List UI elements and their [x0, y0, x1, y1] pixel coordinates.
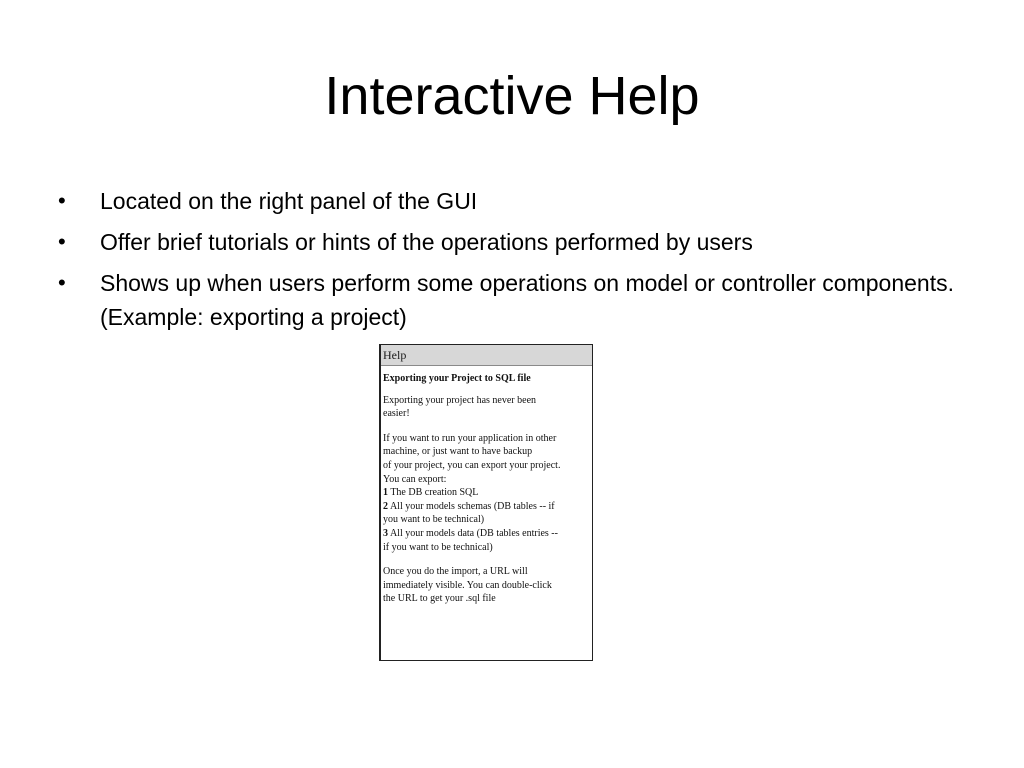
help-text-line: of your project, you can export your project.: [383, 459, 561, 471]
bullet-icon: •: [58, 188, 66, 213]
help-panel-screenshot: [379, 344, 593, 661]
bullet-icon: •: [58, 270, 66, 295]
help-text-line: machine, or just want to have backup: [383, 446, 533, 458]
help-item-text: All your models schemas (DB tables -- if: [389, 500, 555, 512]
help-panel-header: Help: [381, 345, 592, 366]
help-text-line: Exporting your project has never been: [383, 394, 537, 406]
help-item-number: 2: [383, 500, 388, 512]
help-text-line: Once you do the import, a URL will: [383, 566, 528, 578]
help-item-text: All your models data (DB tables entries --: [389, 527, 558, 539]
bullet-icon: •: [58, 229, 66, 254]
bullet-item: [58, 225, 958, 259]
help-list-item: [383, 486, 592, 500]
help-text-line: easier!: [383, 408, 410, 420]
help-text-line: the URL to get your .sql file: [383, 593, 496, 605]
help-list-item: [383, 527, 592, 541]
bullet-text: Offer brief tutorials or hints of the operations performed by users: [100, 229, 753, 255]
help-item-number: 3: [383, 527, 388, 539]
bullet-item: [58, 184, 958, 218]
help-text-line: You can export:: [383, 473, 447, 485]
help-heading: Exporting your Project to SQL file: [383, 373, 531, 384]
help-text-line: If you want to run your application in other: [383, 432, 557, 444]
help-item-number: 1: [383, 487, 388, 499]
slide-title: Interactive Help: [324, 66, 700, 126]
bullet-list: [58, 184, 958, 341]
help-item-text: if you want to be technical): [383, 541, 493, 553]
help-export-section: [383, 432, 592, 554]
help-list-item: [383, 500, 592, 514]
help-outro: [383, 565, 592, 606]
help-intro: [383, 394, 592, 421]
help-panel-body: [381, 366, 592, 606]
help-item-text: The DB creation SQL: [390, 487, 479, 499]
help-text-line: immediately visible. You can double-click: [383, 579, 552, 591]
bullet-item: [58, 266, 958, 334]
bullet-text: Located on the right panel of the GUI: [100, 188, 478, 214]
help-item-text: you want to be technical): [383, 514, 485, 526]
bullet-text: Shows up when users perform some operations on model or controller components. (Example: exporting a project): [100, 270, 954, 330]
